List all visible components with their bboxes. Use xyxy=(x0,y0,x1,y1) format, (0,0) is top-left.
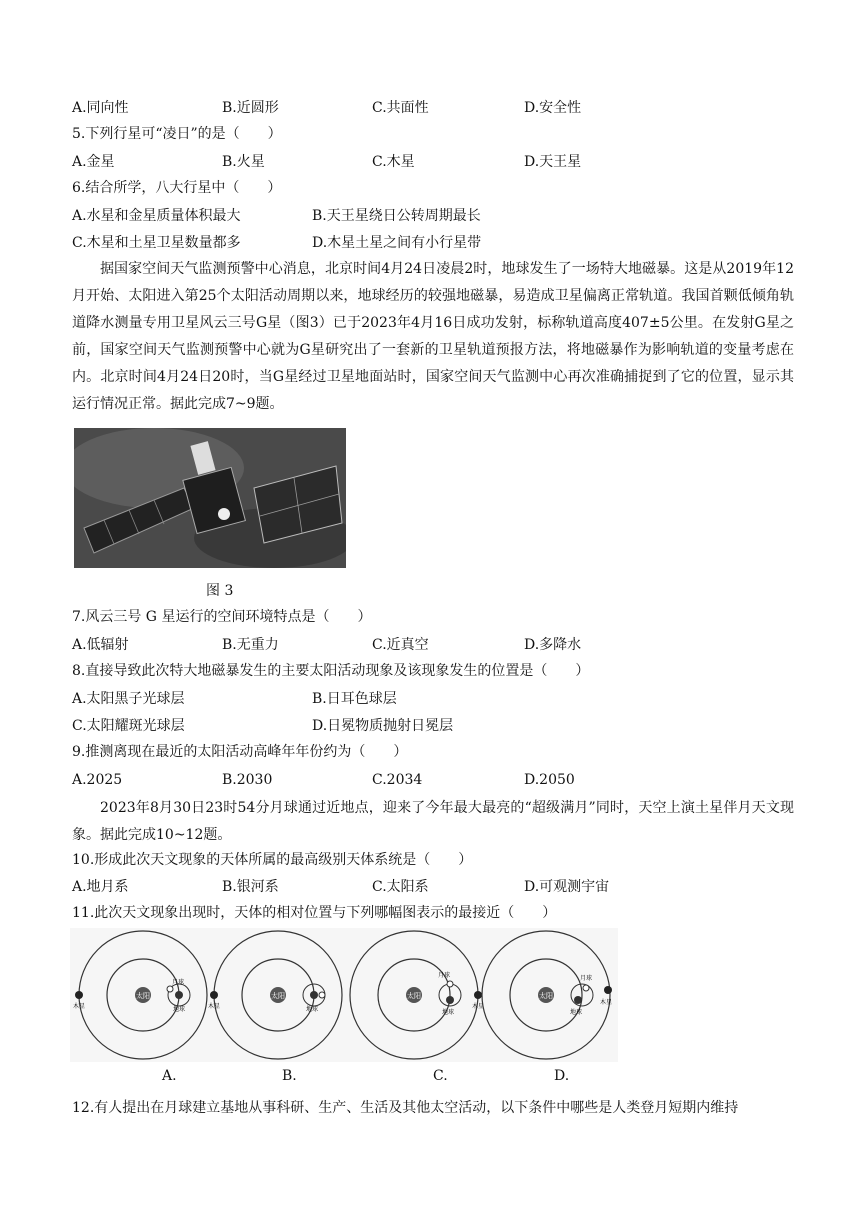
outer-planet-icon xyxy=(210,991,218,999)
satellite-illustration xyxy=(74,428,346,568)
q8-option-c: C.太阳耀斑光球层 xyxy=(72,718,185,734)
moon-icon xyxy=(319,992,325,998)
q10-option-a: A.地月系 xyxy=(72,879,129,895)
sun-label-b: 太阳 xyxy=(271,992,285,1000)
q4-option-a: A.同向性 xyxy=(72,100,129,116)
earth-icon xyxy=(175,991,183,999)
q11-stem: 11.此次天文现象出现时，天体的相对位置与下列哪幅图表示的最接近（ ） xyxy=(72,905,557,921)
q5-option-b: B.火星 xyxy=(222,154,265,170)
earth-icon xyxy=(574,996,582,1004)
q6-option-d: D.木星土星之间有小行星带 xyxy=(312,235,482,251)
earth-label-a: 地球 xyxy=(173,1006,186,1013)
q9-stem: 9.推测离现在最近的太阳活动高峰年年份约为（ ） xyxy=(72,744,408,760)
orbit-diagrams xyxy=(70,928,618,1062)
moon-icon xyxy=(447,981,453,987)
moon-icon xyxy=(167,986,173,992)
moon-label-c: 月球 xyxy=(438,972,451,979)
earth-icon xyxy=(310,991,318,999)
q9-option-b: B.2030 xyxy=(222,772,273,788)
sun-label-a: 太阳 xyxy=(136,992,150,1000)
q9-option-a: A.2025 xyxy=(72,772,123,788)
q7-option-c: C.近真空 xyxy=(372,637,429,653)
q7-option-a: A.低辐射 xyxy=(72,637,129,653)
outer-label-a: 木星 xyxy=(73,1003,86,1010)
q6-option-b: B.天王星绕日公转周期最长 xyxy=(312,208,481,224)
diagram-label-b: B. xyxy=(282,1068,297,1084)
earth-label-b: 地球 xyxy=(306,1006,319,1013)
q7-stem: 7.风云三号 G 星运行的空间环境特点是（ ） xyxy=(72,609,372,625)
q10-option-b: B.银河系 xyxy=(222,879,279,895)
outer-label-b: 木星 xyxy=(208,1003,221,1010)
diagram-a xyxy=(73,931,207,1059)
q8-option-a: A.太阳黑子光球层 xyxy=(72,691,185,707)
orbit-diagrams-svg xyxy=(70,928,618,1062)
q5-option-a: A.金星 xyxy=(72,154,115,170)
q8-option-d: D.日冕物质抛射日冕层 xyxy=(312,718,454,734)
outer-label-c: 木星 xyxy=(472,1003,485,1010)
passage-geomagnetic-storm: 据国家空间天气监测预警中心消息，北京时间4月24日凌晨2时，地球发生了一场特大地磁暴。这是从2019年12月开始、太阳进入第25个太阳活动周期以来，地球经历的较强地磁暴，易造成卫星偏离正常轨道。我国首颗低倾角轨道降水测量专用卫星风云三号G星（图3）已于2023年4月16日成功发射，标称轨道高度407±5公里。在发射G星之前，国家空间天气监测预警中心就为G星研究出了一套新的卫星轨道预报方法，将地磁暴作为影响轨道的变量考虑在内。北京时间4月24日20时，当G星经过卫星地面站时，国家空间天气监测中心再次准确捕捉到了它的位置，显示其运行情况正常。据此完成7~9题。 xyxy=(72,261,794,412)
q8-option-b: B.日耳色球层 xyxy=(312,691,397,707)
q6-stem: 6.结合所学，八大行星中（ ） xyxy=(72,180,282,196)
diagram-b xyxy=(208,931,342,1059)
q7-option-d: D.多降水 xyxy=(524,637,582,653)
q4-option-c: C.共面性 xyxy=(372,100,429,116)
moon-label-a: 月球 xyxy=(172,979,185,986)
satellite-photo xyxy=(74,428,346,568)
q9-option-c: C.2034 xyxy=(372,772,423,788)
sun-label-d: 太阳 xyxy=(539,992,553,1000)
earth-label-c: 地球 xyxy=(442,1009,455,1016)
q8-stem: 8.直接导致此次特大地磁暴发生的主要太阳活动现象及该现象发生的位置是（ ） xyxy=(72,663,590,679)
passage-super-moon: 2023年8月30日23时54分月球通过近地点，迎来了今年最大最亮的“超级满月”同时，天空上演土星伴月天文现象。据此完成10~12题。 xyxy=(72,800,794,843)
q12-stem: 12.有人提出在月球建立基地从事科研、生产、生活及其他太空活动，以下条件中哪些是人类登月短期内维持 xyxy=(72,1100,739,1116)
diagram-label-a: A. xyxy=(162,1068,177,1084)
outer-planet-icon xyxy=(604,986,612,994)
earth-label-d: 地球 xyxy=(570,1009,583,1016)
sun-label-c: 太阳 xyxy=(407,992,421,1000)
q6-option-a: A.水星和金星质量体积最大 xyxy=(72,208,241,224)
moon-icon xyxy=(583,985,589,991)
q5-option-c: C.木星 xyxy=(372,154,415,170)
earth-icon xyxy=(446,996,454,1004)
q10-option-d: D.可观测宇宙 xyxy=(524,879,610,895)
moon-label-d: 月球 xyxy=(580,975,593,982)
q10-option-c: C.太阳系 xyxy=(372,879,429,895)
q4-option-d: D.安全性 xyxy=(524,100,582,116)
outer-planet-icon xyxy=(75,991,83,999)
q5-stem: 5.下列行星可“凌日”的是（ ） xyxy=(72,126,282,142)
q9-option-d: D.2050 xyxy=(524,772,575,788)
q6-option-c: C.木星和土星卫星数量都多 xyxy=(72,235,241,251)
diagram-d xyxy=(482,931,612,1059)
figure-3-caption: 图 3 xyxy=(206,583,234,599)
diagram-label-c: C. xyxy=(433,1068,448,1084)
diagram-c xyxy=(350,931,484,1059)
q7-option-b: B.无重力 xyxy=(222,637,279,653)
q4-option-b: B.近圆形 xyxy=(222,100,279,116)
q5-option-d: D.天王星 xyxy=(524,154,582,170)
q10-stem: 10.形成此次天文现象的天体所属的最高级别天体系统是（ ） xyxy=(72,852,473,868)
outer-label-d: 木星 xyxy=(600,999,613,1006)
outer-planet-icon xyxy=(474,991,482,999)
diagram-label-d: D. xyxy=(554,1068,570,1084)
